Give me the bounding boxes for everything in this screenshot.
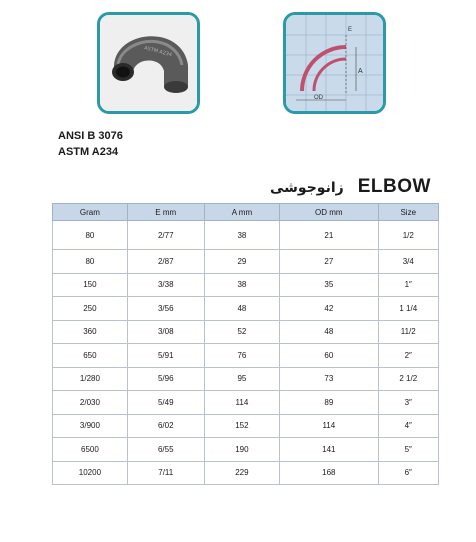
cell-e: 3/38 bbox=[127, 273, 204, 297]
cell-size: 6″ bbox=[378, 461, 439, 485]
cell-size: 2 1/2 bbox=[378, 367, 439, 391]
header-a-mm: A mm bbox=[204, 204, 279, 221]
table-row bbox=[53, 273, 439, 297]
cell-gram: 150 bbox=[53, 273, 128, 297]
cell-gram: 80 bbox=[53, 221, 128, 250]
table-row bbox=[53, 414, 439, 438]
svg-text:ASTM A234: ASTM A234 bbox=[143, 45, 173, 59]
table-row bbox=[53, 221, 439, 250]
cell-e: 2/77 bbox=[127, 221, 204, 250]
table-row bbox=[53, 367, 439, 391]
header-gram: Gram bbox=[53, 204, 128, 221]
cell-e: 5/49 bbox=[127, 391, 204, 415]
cell-e: 3/08 bbox=[127, 320, 204, 344]
table-row bbox=[53, 391, 439, 415]
title-english: ELBOW bbox=[357, 176, 431, 197]
cell-od: 48 bbox=[280, 320, 378, 344]
cell-size: 1 1/4 bbox=[378, 297, 439, 321]
cell-a: 29 bbox=[204, 250, 279, 274]
diagram-label-od: OD bbox=[314, 95, 323, 101]
product-title bbox=[270, 176, 431, 198]
elbow-spec-table bbox=[52, 203, 439, 485]
table-row bbox=[53, 250, 439, 274]
cell-e: 6/02 bbox=[127, 414, 204, 438]
cell-size: 3″ bbox=[378, 391, 439, 415]
standard-ansi: ANSI B 3076 bbox=[58, 130, 123, 142]
cell-gram: 3/900 bbox=[53, 414, 128, 438]
cell-size: 2″ bbox=[378, 344, 439, 368]
cell-od: 27 bbox=[280, 250, 378, 274]
title-persian: زانوجوشی bbox=[270, 180, 344, 196]
cell-od: 168 bbox=[280, 461, 378, 485]
cell-size: 1″ bbox=[378, 273, 439, 297]
cell-size: 4″ bbox=[378, 414, 439, 438]
cell-a: 95 bbox=[204, 367, 279, 391]
cell-a: 52 bbox=[204, 320, 279, 344]
cell-size: 1/2 bbox=[378, 221, 439, 250]
cell-a: 38 bbox=[204, 221, 279, 250]
table-row bbox=[53, 344, 439, 368]
cell-e: 5/91 bbox=[127, 344, 204, 368]
header-od-mm: OD mm bbox=[280, 204, 378, 221]
table-row bbox=[53, 320, 439, 344]
cell-gram: 250 bbox=[53, 297, 128, 321]
cell-a: 114 bbox=[204, 391, 279, 415]
cell-e: 3/56 bbox=[127, 297, 204, 321]
cell-a: 229 bbox=[204, 461, 279, 485]
diagram-label-a: A bbox=[358, 68, 363, 75]
cell-od: 35 bbox=[280, 273, 378, 297]
table-header-row bbox=[53, 204, 439, 221]
cell-a: 152 bbox=[204, 414, 279, 438]
cell-od: 21 bbox=[280, 221, 378, 250]
cell-a: 76 bbox=[204, 344, 279, 368]
cell-a: 190 bbox=[204, 438, 279, 462]
table-row bbox=[53, 438, 439, 462]
cell-od: 89 bbox=[280, 391, 378, 415]
cell-od: 60 bbox=[280, 344, 378, 368]
cell-gram: 80 bbox=[53, 250, 128, 274]
table-row bbox=[53, 461, 439, 485]
cell-gram: 650 bbox=[53, 344, 128, 368]
cell-od: 42 bbox=[280, 297, 378, 321]
header-e-mm: E mm bbox=[127, 204, 204, 221]
standards-block bbox=[58, 128, 123, 160]
cell-od: 73 bbox=[280, 367, 378, 391]
cell-gram: 6500 bbox=[53, 438, 128, 462]
cell-e: 5/96 bbox=[127, 367, 204, 391]
cell-e: 2/87 bbox=[127, 250, 204, 274]
cell-size: 11/2 bbox=[378, 320, 439, 344]
standard-astm: ASTM A234 bbox=[58, 146, 119, 158]
cell-a: 38 bbox=[204, 273, 279, 297]
cell-od: 141 bbox=[280, 438, 378, 462]
cell-size: 3/4 bbox=[378, 250, 439, 274]
cell-size: 5″ bbox=[378, 438, 439, 462]
cell-e: 7/11 bbox=[127, 461, 204, 485]
cell-gram: 10200 bbox=[53, 461, 128, 485]
cell-gram: 360 bbox=[53, 320, 128, 344]
cell-e: 6/55 bbox=[127, 438, 204, 462]
header-size: Size bbox=[378, 204, 439, 221]
cell-gram: 1/280 bbox=[53, 367, 128, 391]
cell-gram: 2/030 bbox=[53, 391, 128, 415]
diagram-label-e: E bbox=[348, 27, 353, 33]
elbow-photo bbox=[97, 12, 200, 114]
cell-od: 114 bbox=[280, 414, 378, 438]
table-row bbox=[53, 297, 439, 321]
elbow-diagram bbox=[283, 12, 386, 114]
cell-a: 48 bbox=[204, 297, 279, 321]
